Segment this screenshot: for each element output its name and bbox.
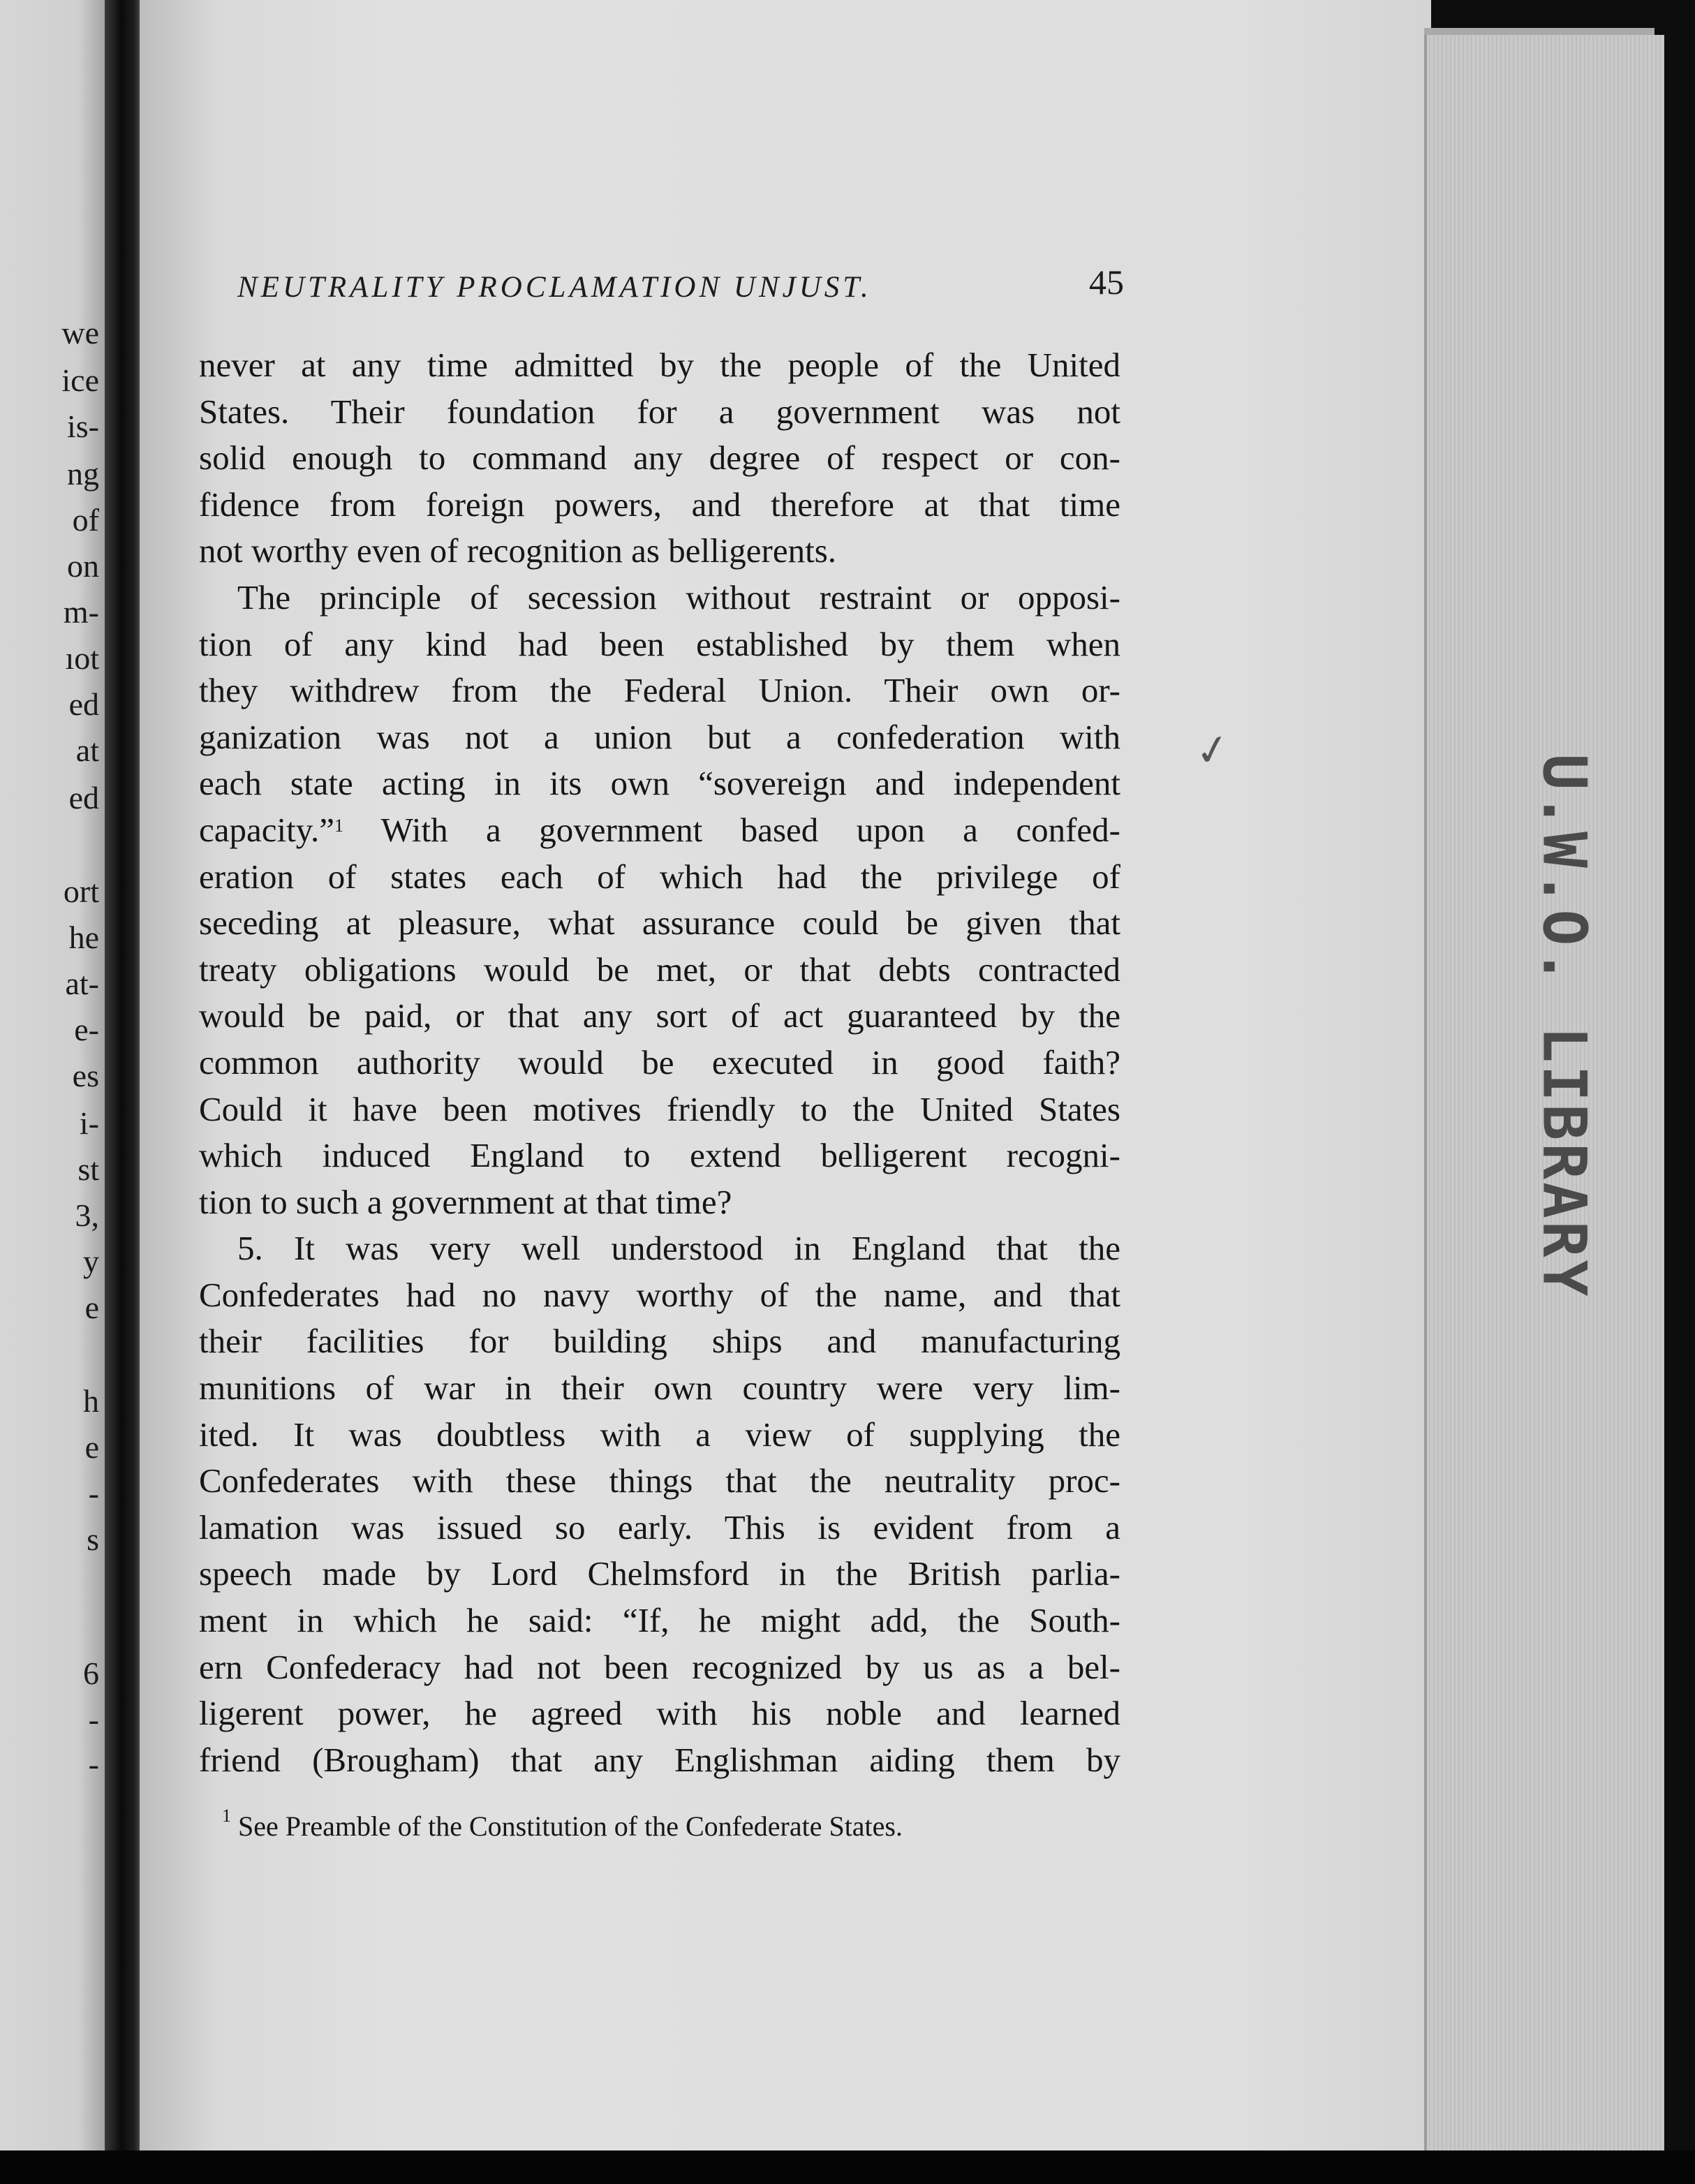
- left-page-text-fragment: st: [77, 1151, 99, 1187]
- text-line: ited. It was doubtless with a view of supplying the: [199, 1415, 1120, 1454]
- left-page-text-fragment: 3,: [75, 1197, 99, 1233]
- left-page-text-fragment: -: [88, 1702, 99, 1737]
- running-head: NEUTRALITY PROCLAMATION UNJUST.: [237, 271, 872, 304]
- left-page-text-fragment: e-: [74, 1012, 99, 1047]
- footnote-marker: 1: [222, 1806, 231, 1826]
- left-page-text-fragment: 6: [83, 1655, 99, 1691]
- left-page-text-fragment: ed: [68, 686, 99, 722]
- left-page-text-fragment: is-: [67, 408, 99, 444]
- text-line: eration of states each of which had the privilege of: [199, 857, 1120, 896]
- text-line: speech made by Lord Chelmsford in the British parlia-: [199, 1554, 1120, 1593]
- text-line: tion to such a government at that time?: [199, 1182, 732, 1221]
- left-page-text-fragment: at: [75, 732, 99, 768]
- text-line: ment in which he said: “If, he might add, the South-: [199, 1601, 1120, 1640]
- text-line: each state acting in its own “sovereign and independent: [199, 764, 1120, 803]
- left-page-text-fragment: m-: [63, 594, 99, 630]
- left-page-text-fragment: e: [84, 1429, 99, 1465]
- left-page-text-fragment: -: [88, 1746, 99, 1782]
- left-page-text-fragment: of: [72, 502, 99, 538]
- footnote-reference: 1: [334, 815, 344, 836]
- left-page-text-fragment: y: [83, 1244, 99, 1279]
- page-header: [237, 262, 1124, 318]
- text-line: Could it have been motives friendly to the United States: [199, 1089, 1120, 1128]
- text-line: Confederates had no navy worthy of the name, and that: [199, 1275, 1120, 1314]
- text-line: their facilities for building ships and manufacturing: [199, 1322, 1120, 1361]
- text-line: The principle of secession without restraint or opposi-: [237, 577, 1120, 617]
- left-facing-page: [0, 0, 112, 2157]
- text-line: friend (Brougham) that any Englishman aiding them by: [199, 1740, 1120, 1779]
- page-number: 45: [1089, 263, 1124, 302]
- left-page-text-fragment: ng: [67, 456, 99, 492]
- text-line: States. Their foundation for a government was not: [199, 392, 1120, 431]
- left-page-text-fragment: i-: [79, 1105, 99, 1141]
- library-stamp: [1522, 753, 1606, 1299]
- text-line: common authority would be executed in good faith?: [199, 1042, 1120, 1082]
- text-line: 5. It was very well understood in England that the: [237, 1229, 1120, 1268]
- text-line: fidence from foreign powers, and therefore at that time: [199, 485, 1120, 524]
- left-page-text-fragment: he: [68, 920, 99, 955]
- text-line: which induced England to extend belligerent recogni-: [199, 1136, 1120, 1175]
- text-line: ganization was not a union but a confederation with: [199, 717, 1120, 756]
- text-line: never at any time admitted by the people of the United: [199, 346, 1120, 384]
- left-page-text-fragment: -: [88, 1475, 99, 1511]
- left-page-text-fragment: h: [83, 1383, 99, 1419]
- footnote-text: See Preamble of the Constitution of the Confederate States.: [238, 1810, 903, 1842]
- left-page-text-fragment: at-: [65, 966, 99, 1001]
- library-stamp-text: U.W.O. LIBRARY: [1529, 753, 1599, 1299]
- text-line: treaty obligations would be met, or that debts contracted: [199, 950, 1120, 989]
- left-page-text-fragment: ort: [63, 873, 99, 909]
- text-line: solid enough to command any degree of respect or con-: [199, 438, 1120, 478]
- text-line-segment: With a government based upon a confed-: [343, 810, 1120, 849]
- scan-bottom-edge: [0, 2150, 1695, 2184]
- left-page-text-fragment: ice: [61, 362, 99, 398]
- pencil-check-mark: ✓: [1191, 723, 1234, 778]
- left-page-text-fragment: on: [67, 548, 99, 584]
- text-line: not worthy even of recognition as belligerents.: [199, 531, 837, 570]
- text-line: Confederates with these things that the neutrality proc-: [199, 1461, 1120, 1500]
- left-page-text-fragment: ed: [68, 780, 99, 816]
- text-line: [199, 807, 1120, 854]
- text-line: seceding at pleasure, what assurance could be given that: [199, 903, 1120, 943]
- left-page-text-fragment: we: [61, 315, 99, 351]
- left-page-text-fragment: s: [87, 1521, 99, 1557]
- footnote: [222, 1806, 1130, 1843]
- text-line: tion of any kind had been established by them when: [199, 624, 1120, 663]
- text-line: lamation was issued so early. This is evident from a: [199, 1507, 1120, 1547]
- text-line: they withdrew from the Federal Union. Their own or-: [199, 671, 1120, 710]
- text-line: ern Confederacy had not been recognized by us as a bel-: [199, 1647, 1120, 1686]
- text-line: would be paid, or that any sort of act guaranteed by the: [199, 996, 1120, 1035]
- left-page-text-fragment: es: [72, 1058, 99, 1093]
- body-text: [199, 342, 1120, 1783]
- text-line-segment: capacity.”: [199, 810, 335, 849]
- text-line: munitions of war in their own country were very lim-: [199, 1368, 1120, 1408]
- text-line: ligerent power, he agreed with his noble and learned: [199, 1694, 1120, 1733]
- left-page-text-fragment: e: [84, 1290, 99, 1325]
- left-page-text-fragment: ıot: [65, 640, 99, 676]
